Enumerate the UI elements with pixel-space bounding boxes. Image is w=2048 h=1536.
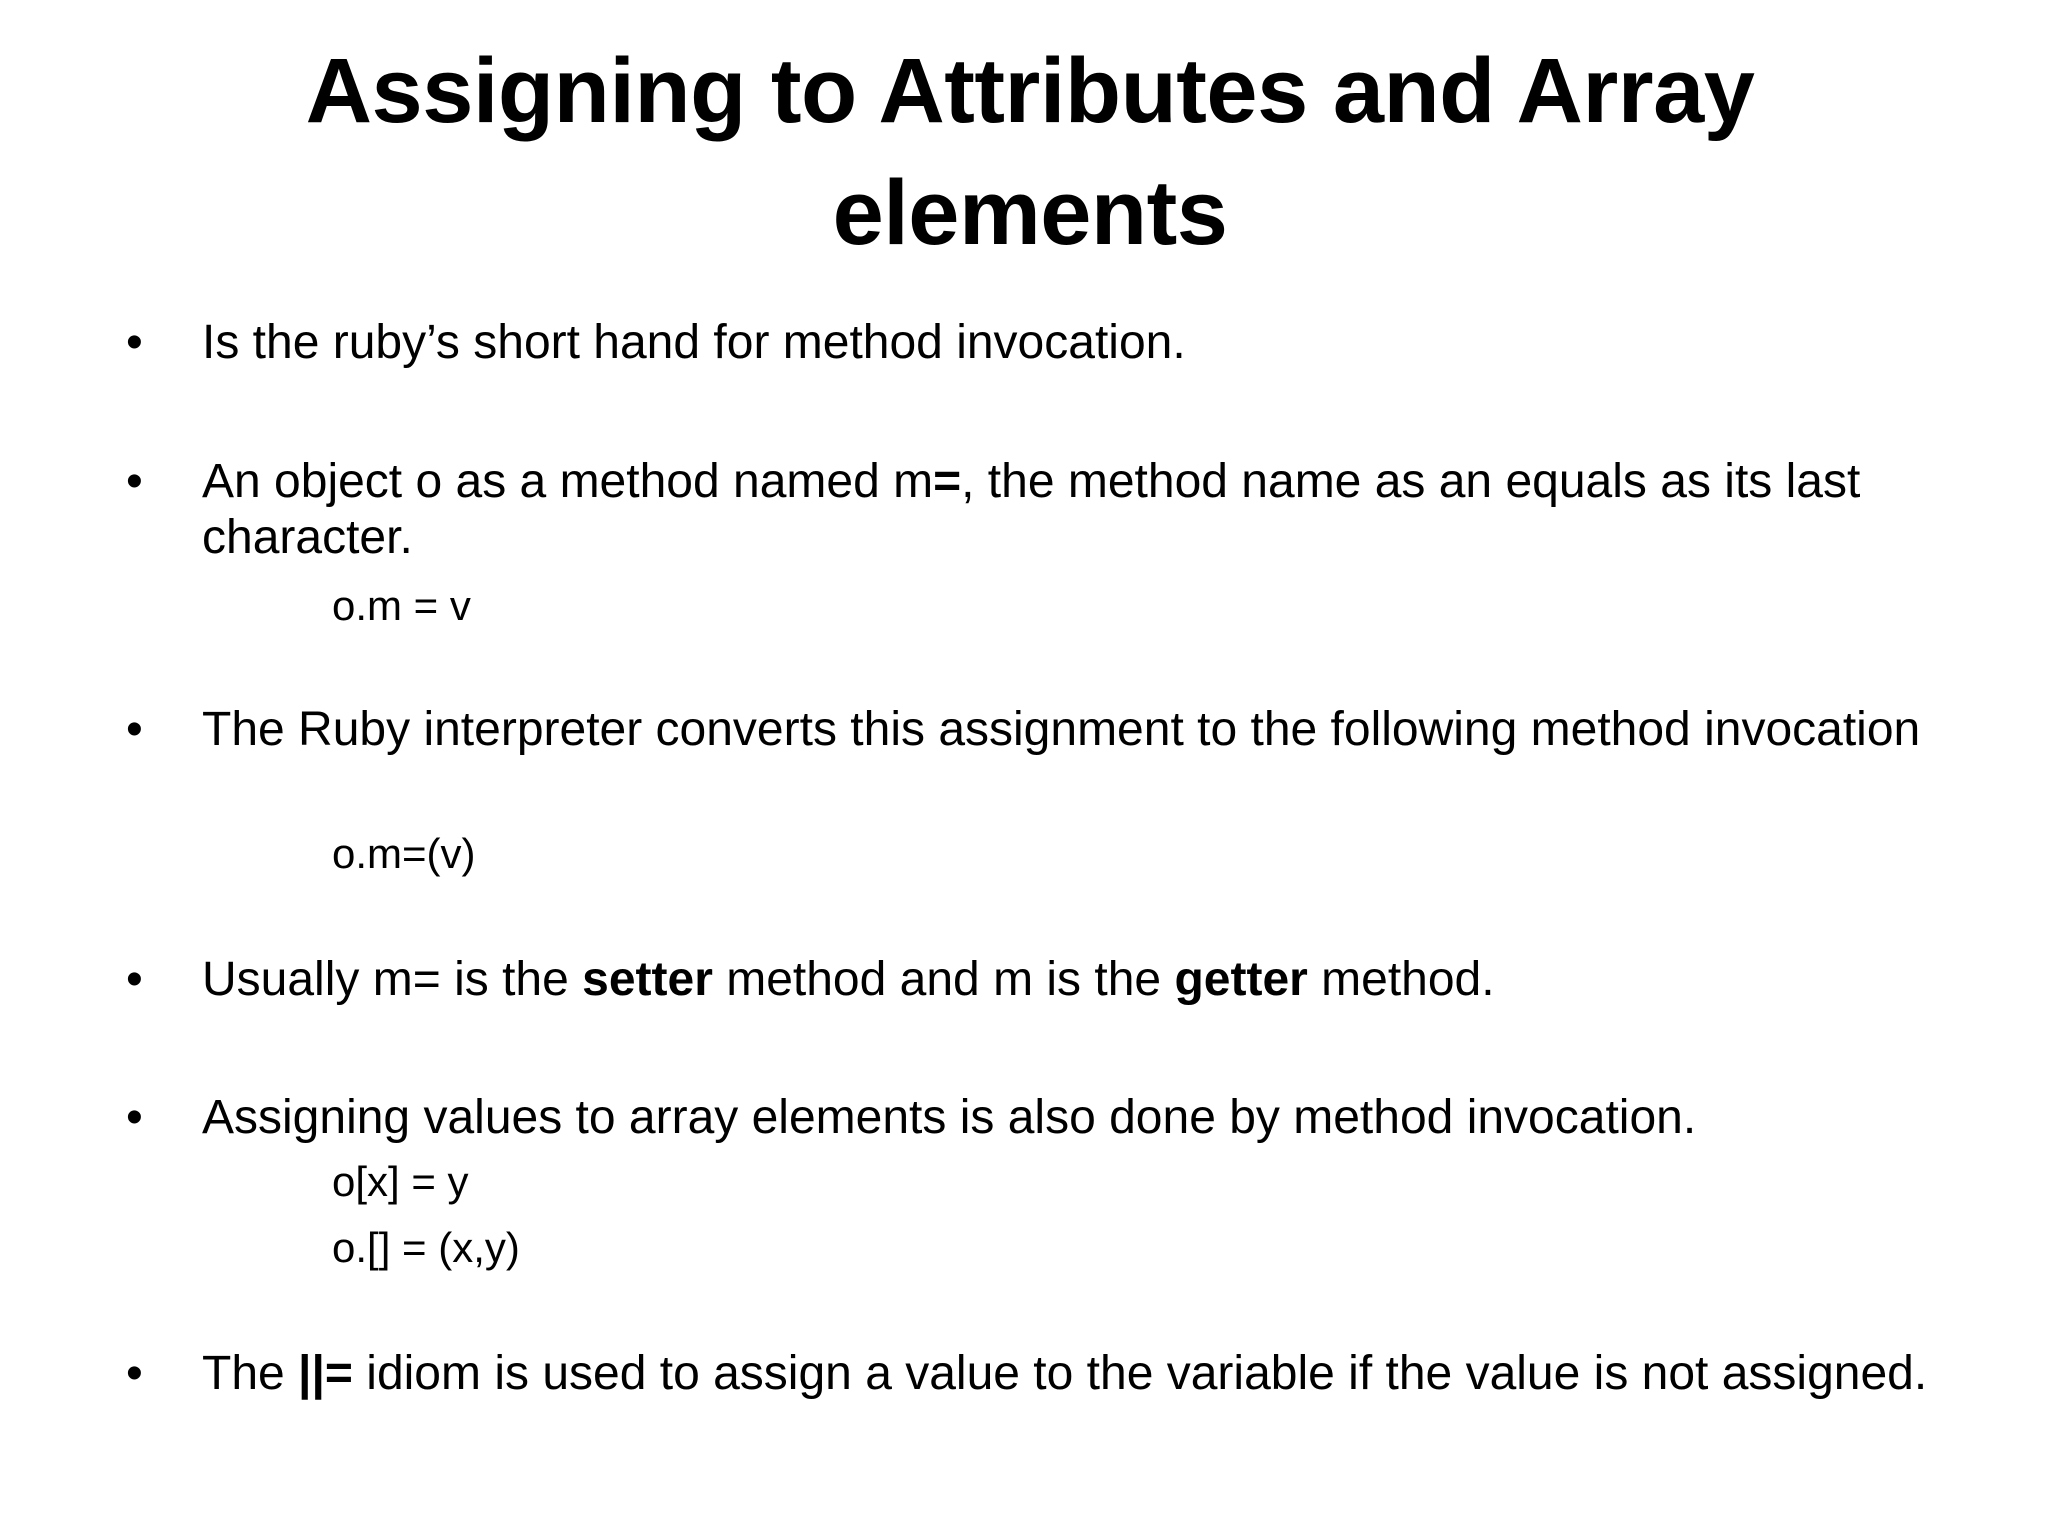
or-equals-idiom: ||= [298,1347,353,1400]
bullet-text-2-bold: = [933,455,962,508]
bullet-text-1: Is the ruby’s short hand for method invocation. [202,316,1186,369]
bullet-text-4 [202,952,1982,1008]
slide-title-line-2: elements [832,162,1228,264]
getter-term: getter [1174,953,1308,1006]
bullet-marker: • [126,703,143,756]
bullet-text-6-part: The [202,1347,299,1400]
setter-term: setter [582,953,713,1006]
bullet-text-2-part: , the method name as an equals as its last character. [202,455,1861,564]
bullet-text-6-part: idiom is used to assign a value to the variable if the value is not assigned. [352,1347,1928,1400]
bullet-text-5: Assigning values to array elements is also done by method invocation. [202,1091,1697,1144]
bullet-marker: • [126,1347,143,1400]
bullet-text-6 [202,1346,1982,1402]
bullet-text-4-part: method. [1307,953,1495,1006]
bullet-marker: • [126,316,143,369]
bullet-text-3: The Ruby interpreter converts this assignment to the following method invocation [202,703,1921,756]
bullet-marker: • [126,1091,143,1144]
slide-title [160,30,1900,274]
code-line-4: o.[] = (x,y) [332,1224,520,1271]
bullet-text-2-part: An object o as a method named m [202,455,934,508]
bullet-text-2 [202,454,1982,566]
code-line-3: o[x] = y [332,1158,469,1205]
code-line-2: o.m=(v) [332,830,476,877]
slide-title-line-1: Assigning to Attributes and Array [305,40,1755,142]
bullet-text-4-part: Usually m= is the [202,953,583,1006]
bullet-text-4-part: method and m is the [712,953,1175,1006]
code-line-1: o.m = v [332,582,471,629]
bullet-marker: • [126,953,143,1006]
bullet-marker: • [126,455,143,508]
